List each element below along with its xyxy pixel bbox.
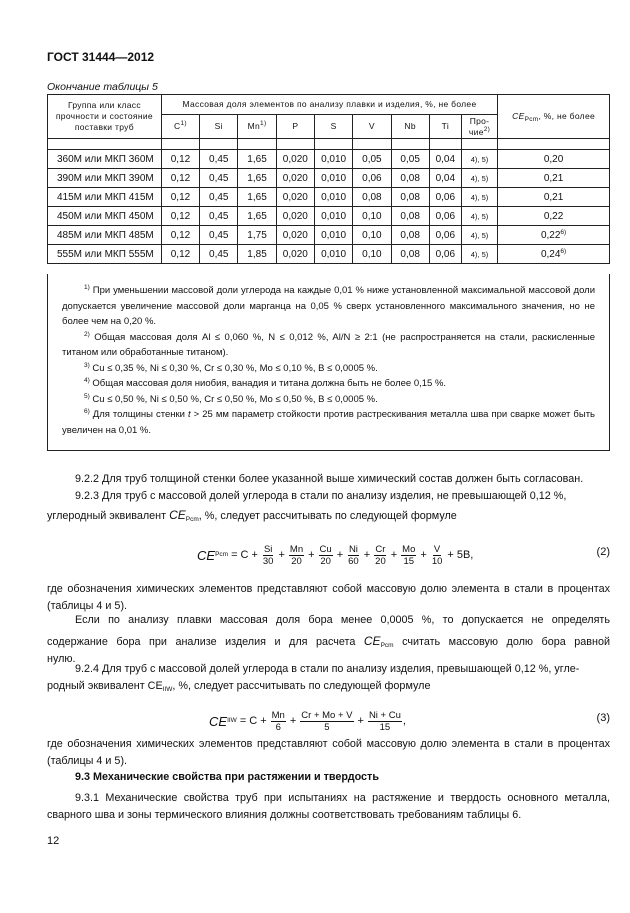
cell-value: 0,45 [209, 229, 229, 241]
cell-value: 0,12 [170, 172, 191, 184]
cell-mn [238, 188, 276, 207]
cell-si [200, 150, 238, 169]
cell-other [461, 245, 497, 264]
p924-sub: IIW [162, 686, 173, 693]
cell-value: 0,08 [400, 172, 420, 184]
cell-other [461, 150, 497, 169]
cell-c [161, 188, 199, 207]
note-6 [62, 407, 595, 438]
paragraph-9-2-2 [47, 471, 610, 488]
cell-s [314, 169, 352, 188]
header-group: Группа или класс прочности и состояние поставки труб [48, 95, 162, 139]
table-row [48, 207, 610, 226]
cell-p [276, 226, 314, 245]
boron-text-a: содержание бора при анализе изделия и для расчета [47, 636, 364, 648]
cell-value: 0,21 [543, 191, 564, 203]
cell-sup: 6) [560, 228, 567, 236]
cell-v [353, 226, 391, 245]
cell-nb [391, 150, 429, 169]
cell-v [353, 207, 391, 226]
header-col-name: C [174, 121, 181, 131]
cell-value: 0,06 [435, 210, 456, 222]
p923-line2 [47, 507, 610, 525]
plus-sign: + [357, 714, 364, 727]
boron-ce-sub: Pcm [380, 642, 394, 649]
header-col-1 [200, 115, 238, 139]
plus-sign: + [336, 548, 344, 561]
cell-value: 4), 5) [470, 230, 489, 240]
plus-sign: + [420, 548, 427, 561]
cell-s [314, 207, 352, 226]
cell-p [276, 207, 314, 226]
cell-si [200, 245, 238, 264]
cell-si [200, 207, 238, 226]
cell-ti [429, 169, 461, 188]
cell-mn [238, 226, 276, 245]
section-heading-9-3 [47, 769, 610, 786]
plus-sign: + [260, 714, 267, 727]
where2-text: где обозначения химических элементов представляют собой массовую долю элемента в стали в процентах (таблицы 4 и 5). [47, 738, 610, 767]
note-5 [62, 392, 595, 408]
cell-v [353, 169, 391, 188]
p923-text-b: , %, следует рассчитывать по следующей формуле [198, 510, 457, 522]
header-col-name: Mn [247, 121, 261, 131]
header-col-3 [276, 115, 314, 139]
note-mark: 5) [84, 392, 90, 400]
where1-text: где обозначения химических элементов представляют собой массовую долю элемента в стали в процентах (таблицы 4 и 5). [47, 583, 610, 612]
cell-value: 485M или МКП 485M [57, 229, 154, 241]
cell-nb [391, 226, 429, 245]
denominator: 15 [379, 721, 391, 733]
cell-nb [391, 169, 429, 188]
cell-s [314, 188, 352, 207]
cell-value: 0,12 [170, 191, 191, 203]
paragraph-where-2 [47, 736, 610, 770]
ce-inline: CE [169, 508, 186, 522]
ce-sub: Pcm [524, 116, 539, 123]
f3-ce: CE [209, 713, 228, 729]
cell-value: 0,12 [170, 210, 191, 222]
header-col-sup: 1) [260, 120, 267, 127]
cell-value: 1,65 [247, 172, 267, 184]
table-row [48, 150, 610, 169]
fraction [401, 544, 416, 567]
denominator: 5 [324, 721, 330, 733]
page-number: 12 [47, 835, 60, 847]
cell-value: 0,020 [282, 229, 308, 241]
cell-value: 450M или МКП 450M [57, 210, 154, 222]
cell-value: 0,010 [321, 172, 347, 184]
cell-c [161, 207, 199, 226]
cell-other [461, 207, 497, 226]
header-col-7 [429, 115, 461, 139]
cell-value: 360M или МКП 360M [57, 153, 154, 165]
cell-mn [238, 150, 276, 169]
cell-group [48, 150, 162, 169]
f2-tail: 5B, [456, 549, 474, 561]
cell-c [161, 169, 199, 188]
cell-ce [498, 150, 610, 169]
cell-value: 4), 5) [470, 211, 489, 221]
note-var-t: t [188, 409, 191, 420]
cell-value: 0,020 [282, 153, 308, 165]
cell-ce [498, 245, 610, 264]
numerator: Cu [319, 543, 332, 555]
boron-ce: CE [363, 634, 381, 648]
cell-value: 0,45 [209, 153, 229, 165]
plus-sign: + [251, 548, 258, 561]
cell-c [161, 150, 199, 169]
header-col-name: Про-чие [468, 115, 490, 137]
cell-value: 0,08 [400, 248, 420, 260]
plus-sign: + [308, 548, 315, 561]
note-3 [62, 361, 595, 377]
cell-value: 0,08 [400, 191, 420, 203]
p924-text-b: , %, следует рассчитывать по следующей формуле [172, 680, 431, 692]
numerator: Cr + Mo + V [301, 709, 353, 721]
cell-ti [429, 150, 461, 169]
cell-value: 0,08 [400, 210, 420, 222]
numerator: Ni [348, 543, 358, 555]
note-mark: 2) [84, 330, 90, 338]
p924-line1: 9.2.4 Для труб с массовой долей углерода в стали по анализу изделия, превышающей 0,12 %, угле- [75, 663, 580, 675]
cell-value: 0,020 [282, 210, 308, 222]
cell-mn [238, 245, 276, 264]
f2-c: C [240, 549, 249, 561]
table-caption: Окончание таблицы 5 [47, 81, 158, 93]
header-col-name: S [330, 121, 337, 131]
cell-ti [429, 245, 461, 264]
cell-group [48, 188, 162, 207]
plus-sign: + [278, 548, 285, 561]
cell-value: 0,12 [170, 153, 191, 165]
cell-value: 0,22 [540, 229, 561, 241]
note-text: При уменьшении массовой доли углерода на каждые 0,01 % ниже установленной максимальной массовой доли допускается увеличение массовой доли марганца на 0,05 % сверх установленного максимального значения, но не более чем на 0,20 %. [62, 285, 596, 327]
cell-ce [498, 207, 610, 226]
cell-value: 0,12 [170, 248, 191, 260]
denominator: 10 [431, 555, 443, 567]
denominator: 15 [403, 555, 415, 567]
header-mass-fraction: Массовая доля элементов по анализу плавки и изделия, %, не более [161, 95, 497, 115]
cell-value: 1,65 [247, 191, 267, 203]
cell-mn [238, 207, 276, 226]
cell-value: 0,020 [282, 172, 308, 184]
cell-value: 1,85 [247, 248, 267, 260]
cell-si [200, 169, 238, 188]
numerator: Mo [402, 543, 416, 555]
note-mark: 4) [84, 377, 90, 384]
numerator: Mn [271, 709, 285, 721]
formula-2 [47, 538, 610, 572]
paragraph-9-2-4 [47, 661, 610, 695]
cell-value: 0,10 [362, 248, 382, 260]
cell-value: 0,010 [321, 248, 347, 260]
note-text: Cu ≤ 0,50 %, Ni ≤ 0,50 %, Cr ≤ 0,50 %, Mo ≤ 0,50 %, B ≤ 0,0005 %. [92, 393, 378, 405]
formula-3-number: (3) [596, 712, 610, 724]
cell-other [461, 169, 497, 188]
cell-s [314, 245, 352, 264]
boron-line3: нулю. [47, 653, 76, 665]
cell-v [353, 150, 391, 169]
fraction [262, 544, 275, 567]
cell-value: 0,12 [170, 229, 191, 241]
cell-mn [238, 169, 276, 188]
formula-3-body: CE IIW = C + $\frac{Mn}{6}$ + $\frac{Cr + Mo + V}{5}$ + $\frac{Ni + Cu}{15}$ , [209, 709, 406, 733]
cell-nb [391, 207, 429, 226]
table-row [48, 226, 610, 245]
note-text: Cu ≤ 0,35 %, Ni ≤ 0,30 %, Cr ≤ 0,30 %, Mo ≤ 0,10 %, B ≤ 0,0005 %. [92, 362, 378, 374]
denominator: 20 [291, 555, 302, 567]
paragraph-boron [47, 612, 610, 668]
cell-value: 415M или МКП 415M [57, 191, 154, 203]
boron-text-b: считать массовую долю бора равной [393, 636, 610, 648]
header-col-8 [461, 115, 497, 139]
cell-sup: 6) [560, 247, 567, 255]
table-row [48, 245, 610, 264]
p924-line2 [47, 678, 610, 695]
cell-value: 0,45 [209, 172, 229, 184]
cell-value: 0,05 [400, 153, 420, 165]
denominator: 30 [262, 555, 274, 567]
note-1 [62, 283, 595, 330]
cell-value: 0,010 [321, 229, 347, 241]
cell-value: 4), 5) [470, 154, 489, 164]
f2-plus: + [447, 549, 454, 561]
cell-other [461, 188, 497, 207]
f2-terms [248, 544, 444, 567]
p922-text: 9.2.2 Для труб толщиной стенки более указанной выше химический состав должен быть согласован. [75, 473, 584, 485]
cell-p [276, 188, 314, 207]
paragraph-9-2-3 [47, 488, 610, 525]
fraction [347, 544, 360, 567]
note-mark: 3) [84, 361, 90, 369]
document-header: ГОСТ 31444—2012 [47, 50, 155, 64]
numerator: Si [263, 543, 273, 555]
ce-inline-sub: Pcm [185, 516, 199, 523]
cell-c [161, 226, 199, 245]
formula-2-body: CE Pcm = C + $\frac{Si}{30}$ + $\frac{Mn}{20}$ + $\frac{Cu}{20}$ + $\frac{Ni}{60}$ + $\frac{Cr}{20}$ + $\frac{Mo}{15}$ + $\frac{V}{10}$ + 5B, [197, 543, 474, 567]
cell-value: 0,06 [362, 172, 382, 184]
cell-value: 4), 5) [470, 192, 489, 202]
cell-other [461, 226, 497, 245]
header-col-name: V [368, 121, 375, 131]
cell-value: 0,010 [321, 191, 347, 203]
p923-text-a: углеродный эквивалент [47, 510, 170, 522]
f3-c: C [249, 715, 258, 727]
boron-line1: Если по анализу плавки массовая доля бора менее 0,0005 %, то допускается не определять [75, 614, 610, 626]
header-col-name: Nb [404, 121, 416, 131]
cell-si [200, 188, 238, 207]
cell-ti [429, 188, 461, 207]
note-2 [62, 330, 595, 361]
paragraph-9-3-1 [47, 790, 610, 824]
header-col-5 [353, 115, 391, 139]
table-notes [47, 274, 610, 451]
denominator: 6 [275, 721, 281, 733]
header-col-name: Si [214, 121, 223, 131]
table-row [48, 169, 610, 188]
table-row [48, 188, 610, 207]
note-mark: 1) [84, 284, 90, 291]
header-col-2 [238, 115, 276, 139]
fraction [289, 544, 304, 567]
cell-value: 0,06 [435, 191, 456, 203]
cell-value: 0,06 [435, 229, 456, 241]
cell-nb [391, 188, 429, 207]
cell-ce [498, 169, 610, 188]
header-col-name: P [292, 121, 299, 131]
p931-text: 9.3.1 Механические свойства труб при испытаниях на растяжение и твердость основного металла, сварного шва и зоны термического влияния должны соответствовать требованиям таблицы 6. [47, 792, 610, 821]
boron-line2 [47, 633, 610, 651]
numerator: V [433, 543, 441, 555]
plus-sign: + [390, 548, 398, 561]
numerator: Cr [375, 543, 386, 555]
denominator: 60 [348, 555, 359, 567]
table-5 [47, 94, 610, 264]
header-col-4 [314, 115, 352, 139]
header-col-name: Ti [441, 121, 450, 131]
cell-value: 1,75 [247, 229, 267, 241]
f3-tail: , [402, 715, 406, 727]
cell-ce [498, 226, 610, 245]
cell-s [314, 150, 352, 169]
cell-value: 0,21 [543, 172, 564, 184]
cell-group [48, 207, 162, 226]
cell-c [161, 245, 199, 264]
cell-value: 0,45 [209, 191, 229, 203]
cell-value: 1,65 [247, 210, 267, 222]
cell-value: 4), 5) [470, 249, 489, 259]
cell-value: 0,20 [543, 153, 564, 165]
note-text-b: > 25 мм параметр стойкости против растрескивания металла шва при сварке может быть увеличен на 0,01 %. [62, 409, 595, 436]
note-text-a: Для толщины стенки [92, 409, 189, 420]
cell-group [48, 245, 162, 264]
numerator: Ni + Cu [368, 709, 401, 721]
cell-group [48, 226, 162, 245]
formula-2-number: (2) [596, 546, 610, 558]
plus-sign: + [363, 548, 371, 561]
cell-nb [391, 245, 429, 264]
cell-value: 1,65 [247, 153, 267, 165]
cell-ce [498, 188, 610, 207]
ce-suffix: , %, не более [538, 111, 595, 121]
formula-3 [47, 704, 610, 738]
cell-value: 0,020 [282, 248, 308, 260]
f2-eq: = [231, 549, 238, 561]
fraction [368, 710, 402, 733]
cell-ti [429, 226, 461, 245]
header-col-sup: 1) [180, 120, 187, 127]
cell-value: 0,04 [435, 172, 456, 184]
cell-value: 0,010 [321, 153, 347, 165]
header-col-0 [161, 115, 199, 139]
numerator: Mn [289, 543, 304, 555]
fraction [319, 544, 333, 567]
cell-value: 555M или МКП 555M [57, 248, 154, 260]
cell-p [276, 169, 314, 188]
note-4 [62, 376, 595, 392]
p924-text-a: родный эквивалент CE [47, 680, 163, 692]
f2-ce: CE [197, 547, 216, 563]
cell-value: 0,05 [362, 153, 382, 165]
cell-ti [429, 207, 461, 226]
cell-value: 0,010 [321, 210, 347, 222]
plus-sign: + [289, 714, 297, 727]
header-ce [498, 95, 610, 139]
p923-line1: 9.2.3 Для труб с массовой долей углерода в стали по анализу изделия, не превышающей 0,12 %, [75, 490, 567, 502]
cell-value: 0,08 [400, 229, 420, 241]
cell-value: 0,45 [209, 248, 229, 260]
cell-value: 4), 5) [470, 173, 489, 183]
cell-value: 0,06 [435, 248, 456, 260]
paragraph-where-1 [47, 581, 610, 615]
header-col-sup: 2) [483, 125, 491, 133]
cell-value: 0,45 [209, 210, 229, 222]
fraction [271, 710, 286, 733]
cell-si [200, 226, 238, 245]
cell-s [314, 226, 352, 245]
cell-p [276, 245, 314, 264]
cell-value: 0,22 [543, 210, 564, 222]
fraction [374, 544, 387, 567]
h93-text: 9.3 Механические свойства при растяжении и твердость [75, 771, 379, 783]
cell-value: 0,020 [282, 191, 308, 203]
cell-value: 390M или МКП 390M [57, 172, 154, 184]
ce-label: CE [512, 111, 525, 121]
fraction [431, 544, 444, 567]
denominator: 20 [320, 555, 331, 567]
header-col-6 [391, 115, 429, 139]
note-text: Общая массовая доля Al ≤ 0,060 %, N ≤ 0,012 %, Al/N ≥ 2:1 (не распространяется на стали, раскисленные титаном или обработанные титаном). [62, 331, 596, 358]
denominator: 20 [375, 555, 386, 567]
cell-v [353, 245, 391, 264]
cell-value: 0,10 [362, 210, 382, 222]
f3-eq: = [239, 715, 247, 727]
f3-terms [257, 710, 403, 733]
cell-value: 0,10 [362, 229, 382, 241]
cell-value: 0,24 [540, 248, 561, 260]
note-mark: 6) [84, 408, 90, 415]
cell-v [353, 188, 391, 207]
cell-group [48, 169, 162, 188]
cell-p [276, 150, 314, 169]
note-text: Общая массовая доля ниобия, ванадия и титана должна быть не более 0,15 %. [92, 378, 447, 389]
cell-value: 0,04 [435, 153, 456, 165]
fraction [300, 710, 353, 733]
cell-value: 0,08 [362, 191, 382, 203]
